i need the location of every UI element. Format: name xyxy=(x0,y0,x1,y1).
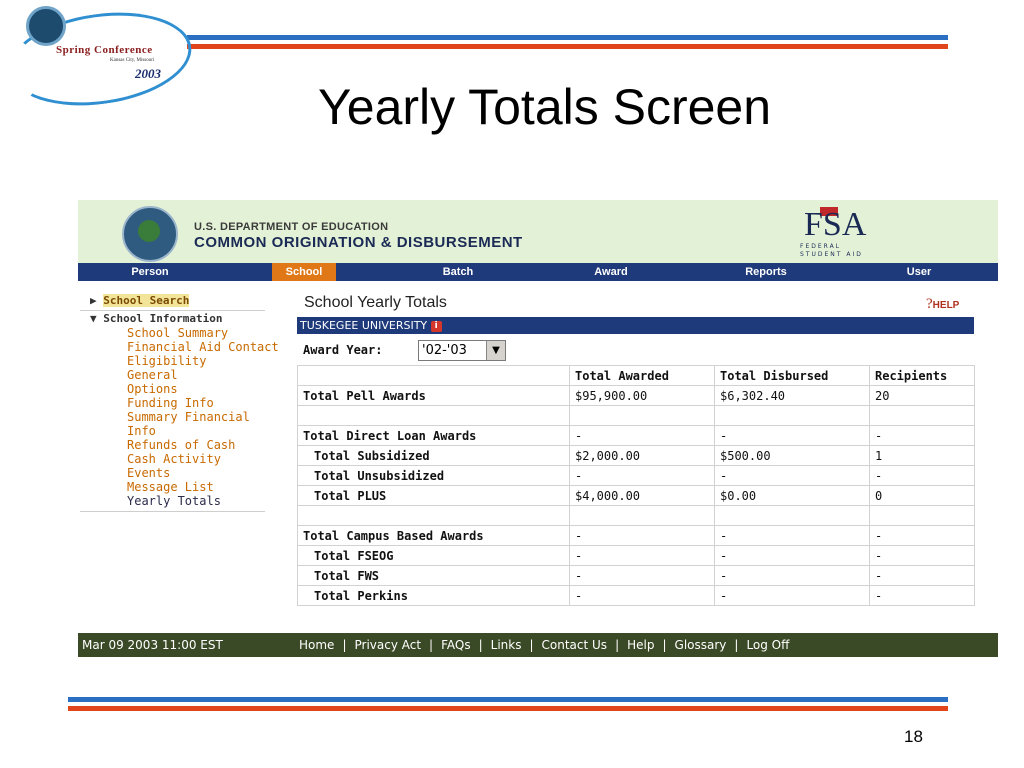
sidebar-link-financial-aid-contact[interactable]: Financial Aid Contact xyxy=(127,340,279,354)
system-name: COMMON ORIGINATION & DISBURSEMENT xyxy=(194,234,523,251)
cell-recipients: - xyxy=(870,586,975,606)
table-spacer-row xyxy=(298,506,975,526)
slide-number: 18 xyxy=(904,727,923,746)
table-row xyxy=(298,426,975,446)
nav-batch[interactable]: Batch xyxy=(442,266,474,278)
cell-disbursed: - xyxy=(715,526,870,546)
row-label: Total Perkins xyxy=(298,586,570,606)
footer-separator: | xyxy=(734,638,739,652)
spacer-cell xyxy=(715,506,870,526)
footer-link-links[interactable]: Links xyxy=(490,638,522,652)
app-footer xyxy=(78,633,998,657)
cell-awarded: - xyxy=(570,566,715,586)
footer-separator: | xyxy=(429,638,434,652)
sidebar-link-yearly-totals[interactable]: Yearly Totals xyxy=(127,494,221,508)
spacer-cell xyxy=(298,406,570,426)
footer-link-home[interactable]: Home xyxy=(299,638,335,652)
cell-disbursed: $500.00 xyxy=(715,446,870,466)
footer-link-log-off[interactable]: Log Off xyxy=(746,638,790,652)
cell-disbursed: $0.00 xyxy=(715,486,870,506)
spacer-cell xyxy=(870,506,975,526)
chevron-down-icon[interactable]: ▼ xyxy=(486,341,505,360)
nav-award[interactable]: Award xyxy=(594,266,628,278)
cell-awarded: - xyxy=(570,526,715,546)
table-row xyxy=(298,546,975,566)
fsa-logo-text: FSA xyxy=(804,206,867,243)
header-total-awarded: Total Awarded xyxy=(570,366,715,386)
row-label: Total Subsidized xyxy=(298,446,570,466)
header-recipients: Recipients xyxy=(870,366,975,386)
cell-awarded: $95,900.00 xyxy=(570,386,715,406)
footer-separator: | xyxy=(615,638,620,652)
footer-separator: | xyxy=(662,638,667,652)
table-spacer-row xyxy=(298,406,975,426)
info-icon[interactable]: i xyxy=(431,321,442,332)
sidebar-school-search-label: School Search xyxy=(103,294,190,307)
footer-separator: | xyxy=(342,638,347,652)
award-year-value: '02-'03 xyxy=(422,343,467,358)
page-title: School Yearly Totals xyxy=(304,294,447,311)
nav-school[interactable]: School xyxy=(272,263,336,281)
cell-disbursed: - xyxy=(715,466,870,486)
cell-awarded: - xyxy=(570,466,715,486)
school-name: TUSKEGEE UNIVERSITY xyxy=(300,319,428,332)
school-name-bar xyxy=(297,317,974,334)
table-row xyxy=(298,586,975,606)
help-button[interactable] xyxy=(926,296,959,313)
award-year-select[interactable] xyxy=(418,340,506,361)
table-row xyxy=(298,466,975,486)
sidebar-link-cash-activity[interactable]: Cash Activity xyxy=(127,452,221,466)
row-label: Total FSEOG xyxy=(298,546,570,566)
cell-awarded: $4,000.00 xyxy=(570,486,715,506)
spacer-cell xyxy=(715,406,870,426)
nav-user[interactable]: User xyxy=(906,266,932,278)
cell-awarded: $2,000.00 xyxy=(570,446,715,466)
triangle-right-icon: ▶ xyxy=(90,294,97,307)
sidebar-link-message-list[interactable]: Message List xyxy=(127,480,214,494)
table-header-row xyxy=(298,366,975,386)
sidebar-divider-bottom xyxy=(80,511,265,512)
sidebar-school-search[interactable] xyxy=(90,294,189,308)
conference-seal-icon xyxy=(26,6,66,46)
slide-title: Yearly Totals Screen xyxy=(318,79,772,135)
footer-link-faqs[interactable]: FAQs xyxy=(441,638,471,652)
sidebar-link-general[interactable]: General xyxy=(127,368,178,382)
table-row xyxy=(298,486,975,506)
sidebar-link-school-summary[interactable]: School Summary xyxy=(127,326,229,340)
cell-recipients: - xyxy=(870,526,975,546)
footer-datetime: Mar 09 2003 11:00 EST xyxy=(82,638,223,652)
nav-person[interactable]: Person xyxy=(131,266,169,278)
footer-link-help[interactable]: Help xyxy=(627,638,655,652)
footer-separator: | xyxy=(478,638,483,652)
award-year-label: Award Year: xyxy=(303,343,383,357)
fsa-federal-text: FEDERAL xyxy=(800,243,842,250)
main-nav xyxy=(78,263,998,281)
spacer-cell xyxy=(870,406,975,426)
cell-awarded: - xyxy=(570,426,715,446)
sidebar-link-refunds-of-cash[interactable]: Refunds of Cash xyxy=(127,438,236,452)
app-header xyxy=(78,200,998,263)
cell-recipients: 20 xyxy=(870,386,975,406)
question-icon: ? xyxy=(926,296,933,312)
table-row xyxy=(298,446,975,466)
cell-disbursed: $6,302.40 xyxy=(715,386,870,406)
sidebar-link-eligibility[interactable]: Eligibility xyxy=(127,354,207,368)
cod-app-window xyxy=(78,200,998,660)
cell-disbursed: - xyxy=(715,546,870,566)
footer-link-contact-us[interactable]: Contact Us xyxy=(541,638,608,652)
fsa-logo xyxy=(798,206,884,258)
table-header-blank xyxy=(298,366,570,386)
row-label: Total Pell Awards xyxy=(298,386,570,406)
table-row xyxy=(298,386,975,406)
cell-recipients: - xyxy=(870,466,975,486)
cell-recipients: - xyxy=(870,426,975,446)
nav-reports[interactable]: Reports xyxy=(745,266,787,278)
row-label: Total Campus Based Awards xyxy=(298,526,570,546)
row-label: Total Unsubsidized xyxy=(298,466,570,486)
cell-disbursed: - xyxy=(715,566,870,586)
cell-recipients: 0 xyxy=(870,486,975,506)
sidebar-link-summary-financial[interactable]: Summary Financial xyxy=(127,410,250,424)
cell-disbursed: - xyxy=(715,426,870,446)
spacer-cell xyxy=(570,406,715,426)
sidebar-divider xyxy=(80,310,265,311)
cell-recipients: - xyxy=(870,546,975,566)
sidebar-school-information[interactable] xyxy=(90,312,222,326)
row-label: Total Direct Loan Awards xyxy=(298,426,570,446)
cell-recipients: 1 xyxy=(870,446,975,466)
conference-location: Kansas City, Missouri xyxy=(110,58,155,63)
cell-awarded: - xyxy=(570,546,715,566)
footer-links xyxy=(299,633,789,657)
footer-link-privacy-act[interactable]: Privacy Act xyxy=(354,638,422,652)
top-stripe xyxy=(187,35,948,49)
row-label: Total FWS xyxy=(298,566,570,586)
spacer-cell xyxy=(298,506,570,526)
footer-separator: | xyxy=(529,638,534,652)
cell-recipients: - xyxy=(870,566,975,586)
fsa-student-aid-text: STUDENT AID xyxy=(800,251,863,258)
sidebar-link-options[interactable]: Options xyxy=(127,382,178,396)
table-row xyxy=(298,526,975,546)
row-label: Total PLUS xyxy=(298,486,570,506)
help-label: HELP xyxy=(932,300,960,311)
header-total-disbursed: Total Disbursed xyxy=(715,366,870,386)
sidebar-link-events[interactable]: Events xyxy=(127,466,171,480)
bottom-stripe xyxy=(68,697,948,711)
department-name: U.S. DEPARTMENT OF EDUCATION xyxy=(194,221,389,233)
conference-year: 2003 xyxy=(135,66,161,81)
cell-disbursed: - xyxy=(715,586,870,606)
yearly-totals-table xyxy=(297,365,975,606)
conference-name: Spring Conference xyxy=(56,44,153,56)
triangle-down-icon: ▼ xyxy=(90,312,97,325)
spacer-cell xyxy=(570,506,715,526)
sidebar-school-information-label: School Information xyxy=(103,312,223,325)
department-seal-icon xyxy=(122,206,178,262)
sidebar-link-summary-financial-info[interactable]: Info xyxy=(127,424,156,438)
table-row xyxy=(298,566,975,586)
footer-link-glossary[interactable]: Glossary xyxy=(674,638,727,652)
cell-awarded: - xyxy=(570,586,715,606)
sidebar-link-funding-info[interactable]: Funding Info xyxy=(127,396,214,410)
